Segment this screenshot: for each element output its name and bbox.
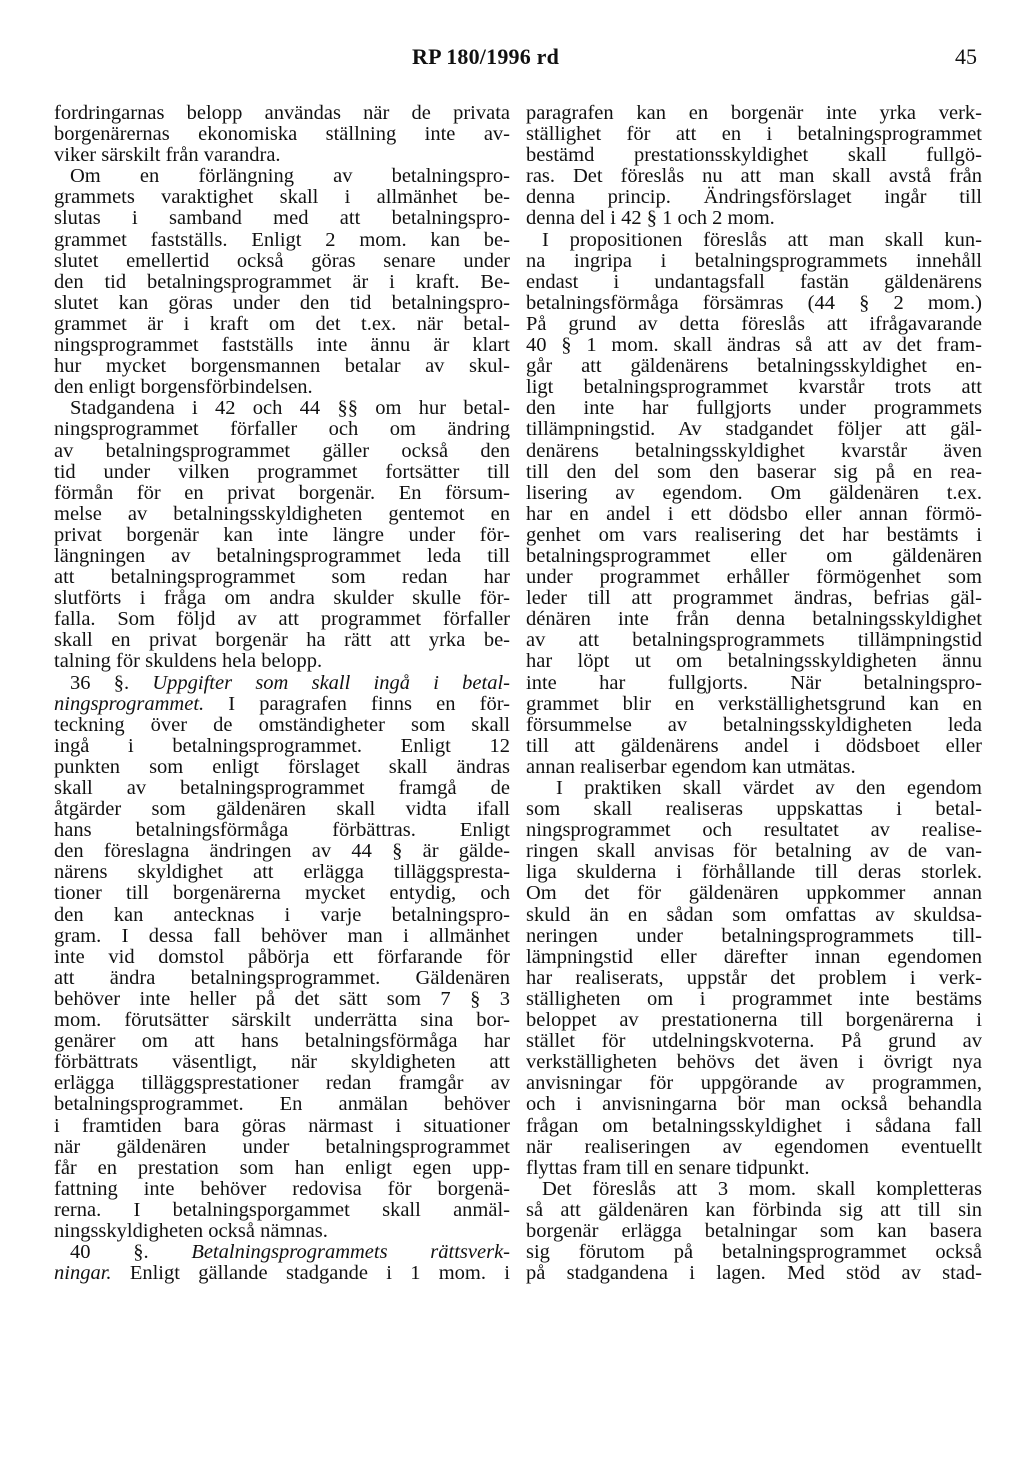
text-line: ligt betalningsprogrammet kvarstår trots att — [526, 376, 982, 399]
text-line: verkställigheten behövs det även i övrigt nya — [526, 1051, 982, 1074]
text-line: av att betalningsprogrammets tillämpningstid — [526, 629, 982, 652]
text-line: paragrafen kan en borgenär inte yrka verk- — [526, 102, 982, 124]
text-line: när realiseringen av egendomen eventuellt — [526, 1135, 982, 1158]
text-line: tioner till borgenärerna mycket entydig, och — [54, 882, 510, 905]
text-line: denna del i 42 § 1 och 2 mom. — [526, 207, 775, 230]
text-line: till att gäldenärens andel i dödsboet eller — [526, 734, 982, 757]
text-line: att ändra betalningsprogrammet. Gäldenären — [54, 966, 510, 989]
text-line: betalningsprogrammet eller om gäldenären — [526, 544, 982, 567]
text-line: falla. Som följd av att programmet förfaller — [54, 608, 510, 631]
text-line: ställighet för att en i betalningsprogrammet — [526, 123, 982, 146]
text-line: på stadgandena i lagen. Med stöd av stad- — [526, 1262, 982, 1285]
text-line: privat borgenär kan inte längre under för- — [54, 523, 510, 546]
text-line: ras. Det föreslås nu att man skall avstå från — [526, 165, 982, 188]
text-line: borgenär erlägga betalningar som kan basera — [526, 1219, 982, 1242]
text-line: ningsprogrammet förfaller och om ändring — [54, 418, 510, 441]
text-line: ringen skall anvisas för betalning av de van- — [526, 840, 982, 863]
text-line: Stadgandena i 42 och 44 §§ om hur betal- — [70, 397, 510, 420]
text-line: talning för skuldens hela belopp. — [54, 650, 323, 673]
text-line: neringen under betalningsprogrammets till- — [526, 924, 982, 947]
text-line: behöver inte heller på det sätt som 7 § 3 — [54, 987, 510, 1010]
text-line: ningsprogrammet fastställs inte ännu är klart — [54, 334, 510, 357]
text-line: na ingripa i betalningsprogrammets innehåll — [526, 249, 982, 272]
text-line: lisering av egendom. Om gäldenären t.ex. — [526, 481, 982, 504]
text-line: närens skyldighet att erlägga tilläggspresta- — [54, 861, 510, 884]
text-line: denärens betalningsskyldighet kvarstår även — [526, 439, 982, 462]
text-line: denna princip. Ändringsförslaget ingår till — [526, 186, 982, 209]
text-line: under programmet erhåller förmögenhet som — [526, 566, 982, 589]
text-line: melse av betalningsskyldigheten gentemot en — [54, 502, 510, 525]
text-line: inte har fullgjorts. När betalningspro- — [526, 671, 982, 694]
text-line: viker särskilt från varandra. — [54, 144, 281, 167]
text-line: har löpt ut om betalningsskyldigheten ännu — [526, 650, 982, 673]
text-line: 36 §. Uppgifter som skall ingå i betal- — [70, 671, 510, 694]
text-line: bestämd prestationsskyldighet skall fullgö- — [526, 144, 982, 167]
text-line: i framtiden bara göras närmast i situationer — [54, 1114, 510, 1137]
text-line: teckning över de omständigheter som skall — [54, 713, 510, 736]
text-line: ningsprogrammet och resultatet av realise- — [526, 819, 982, 842]
text-line: försummelse av betalningsskyldigheten leda — [526, 713, 982, 736]
text-line: så att gäldenären kan förbinda sig att till sin — [526, 1198, 982, 1221]
text-line: genhet om vars realisering det har bestämts i — [526, 523, 982, 546]
text-line: Om det för gäldenären uppkommer annan — [526, 882, 982, 905]
text-line: slutet emellertid också göras senare under — [54, 249, 510, 272]
text-line: ställigheten om i programmet inte bestäms — [526, 987, 982, 1010]
text-line: anvisningar för uppgörande av programmen, — [526, 1072, 982, 1095]
text-line: På grund av detta föreslås att ifrågavarande — [526, 312, 982, 335]
text-line: den enligt borgensförbindelsen. — [54, 376, 313, 399]
text-line: och i anvisningarna bör man också behandla — [526, 1093, 982, 1116]
text-line: grammets varaktighet skall i allmänhet be- — [54, 186, 510, 209]
text-line: går att gäldenärens betalningsskyldighet en- — [526, 355, 982, 378]
text-line: dénären inte från denna betalningsskyldighet — [526, 608, 982, 631]
text-line: åtgärder som gäldenären skall vidta ifall — [54, 798, 510, 821]
text-line: grammet blir en verkställighetsgrund kan en — [526, 692, 982, 715]
text-line: ningsskyldigheten också nämnas. — [54, 1219, 328, 1242]
text-line: I propositionen föreslås att man skall kun- — [542, 228, 982, 251]
text-line: lämpningstid eller därefter innan egendomen — [526, 945, 982, 968]
text-line: den föreslagna ändringen av 44 § är gälde- — [54, 840, 510, 863]
text-line: punkten som enligt förslaget skall ändras — [54, 755, 510, 778]
text-line: frågan om betalningsskyldighet i sådana fall — [526, 1114, 982, 1137]
text-line: betalningsförmåga försämras (44 § 2 mom.) — [526, 291, 982, 314]
text-line: förmån för en privat borgenär. En försum- — [54, 481, 510, 504]
text-line: längningen av betalningsprogrammet leda till — [54, 544, 510, 567]
text-line: har realiserats, uppstår det problem i verk- — [526, 966, 982, 989]
text-line: genärer om att hans betalningsförmåga har — [54, 1030, 510, 1053]
page-header — [0, 44, 1024, 76]
text-line: hur mycket borgensmannen betalar av skul- — [54, 355, 510, 378]
text-line: skall en privat borgenär ha rätt att yrka be- — [54, 629, 510, 652]
text-line: fordringarnas belopp användas när de privata — [54, 102, 510, 124]
text-line: borgenärernas ekonomiska ställning inte av- — [54, 123, 510, 146]
text-line: endast i undantagsfall fastän gäldenärens — [526, 270, 982, 293]
text-line: tid under vilken programmet fortsätter till — [54, 460, 510, 483]
left-text-column — [54, 103, 510, 1284]
text-line: ningsprogrammet. I paragrafen finns en för- — [54, 692, 510, 715]
text-line: ningar. Enligt gällande stadgande i 1 mom. i — [54, 1262, 510, 1285]
text-line: stället för utdelningskvoterna. På grund av — [526, 1030, 982, 1053]
text-line: 40 § 1 mom. skall ändras så att av det fram- — [526, 334, 982, 357]
text-line: grammet fastställs. Enligt 2 mom. kan be- — [54, 228, 510, 251]
text-line: när gäldenären under betalningsprogrammet — [54, 1135, 510, 1158]
text-line: Det föreslås att 3 mom. skall kompletteras — [542, 1177, 982, 1200]
document-title: RP 180/1996 rd — [412, 44, 560, 69]
text-line: att betalningsprogrammet som redan har — [54, 566, 510, 589]
text-line: rerna. I betalningsporgammet skall anmäl- — [54, 1198, 510, 1221]
text-line: hans betalningsförmåga förbättras. Enligt — [54, 819, 510, 842]
right-text-column — [526, 103, 982, 1284]
text-line: slutförts i fråga om andra skulder skulle för- — [54, 587, 510, 610]
text-line: beloppet av prestationerna till borgenärerna i — [526, 1009, 982, 1032]
text-line: fattning inte behöver redovisa för borgenä- — [54, 1177, 510, 1200]
text-line: som skall realiseras uppskattas i betal- — [526, 798, 982, 821]
text-line: skall av betalningsprogrammet framgå de — [54, 777, 510, 799]
text-line: mom. förutsätter särskilt underrätta sina bor- — [54, 1009, 510, 1032]
text-line: den inte har fullgjorts under programmets — [526, 397, 982, 420]
text-line: slutas i samband med att betalningspro- — [54, 207, 510, 230]
text-line: liga skulderna i förhållande till deras storlek. — [526, 861, 982, 884]
text-line: leder till att programmet ändras, befrias gäl- — [526, 587, 982, 610]
text-line: erlägga tilläggsprestationer redan framgår av — [54, 1072, 510, 1095]
text-line: betalningsprogrammet. En anmälan behöver — [54, 1093, 510, 1116]
text-line: den kan antecknas i varje betalningspro- — [54, 903, 510, 926]
text-line: annan realiserbar egendom kan utmätas. — [526, 755, 856, 778]
text-line: har en andel i ett dödsbo eller annan förmö- — [526, 502, 982, 525]
text-line: av betalningsprogrammet gäller också den — [54, 439, 510, 462]
page-number: 45 — [955, 44, 977, 69]
text-line: skuld än en sådan som omfattas av skuldsa- — [526, 903, 982, 926]
text-line: grammet är i kraft om det t.ex. när betal- — [54, 312, 510, 335]
text-line: sig förutom på betalningsprogrammet också — [526, 1241, 982, 1264]
text-line: tillämpningstid. Av stadgandet följer att gäl- — [526, 418, 982, 441]
text-line: flyttas fram till en senare tidpunkt. — [526, 1156, 810, 1179]
text-line: gram. I dessa fall behöver man i allmänhet — [54, 924, 510, 947]
text-line: ingå i betalningsprogrammet. Enligt 12 — [54, 734, 510, 757]
text-line: inte vid domstol påbörja ett förfarande för — [54, 945, 510, 968]
text-line: Om en förlängning av betalningspro- — [70, 165, 510, 188]
text-line: slutet kan göras under den tid betalningspro- — [54, 291, 510, 314]
text-line: 40 §. Betalningsprogrammets rättsverk- — [70, 1241, 510, 1264]
text-line: får en prestation som han enligt egen upp- — [54, 1156, 510, 1179]
text-line: I praktiken skall värdet av den egendom — [556, 777, 982, 799]
text-line: till den del som den baserar sig på en rea- — [526, 460, 982, 483]
text-line: förbättrats väsentligt, när skyldigheten att — [54, 1051, 510, 1074]
text-line: den tid betalningsprogrammet är i kraft. Be- — [54, 270, 510, 293]
